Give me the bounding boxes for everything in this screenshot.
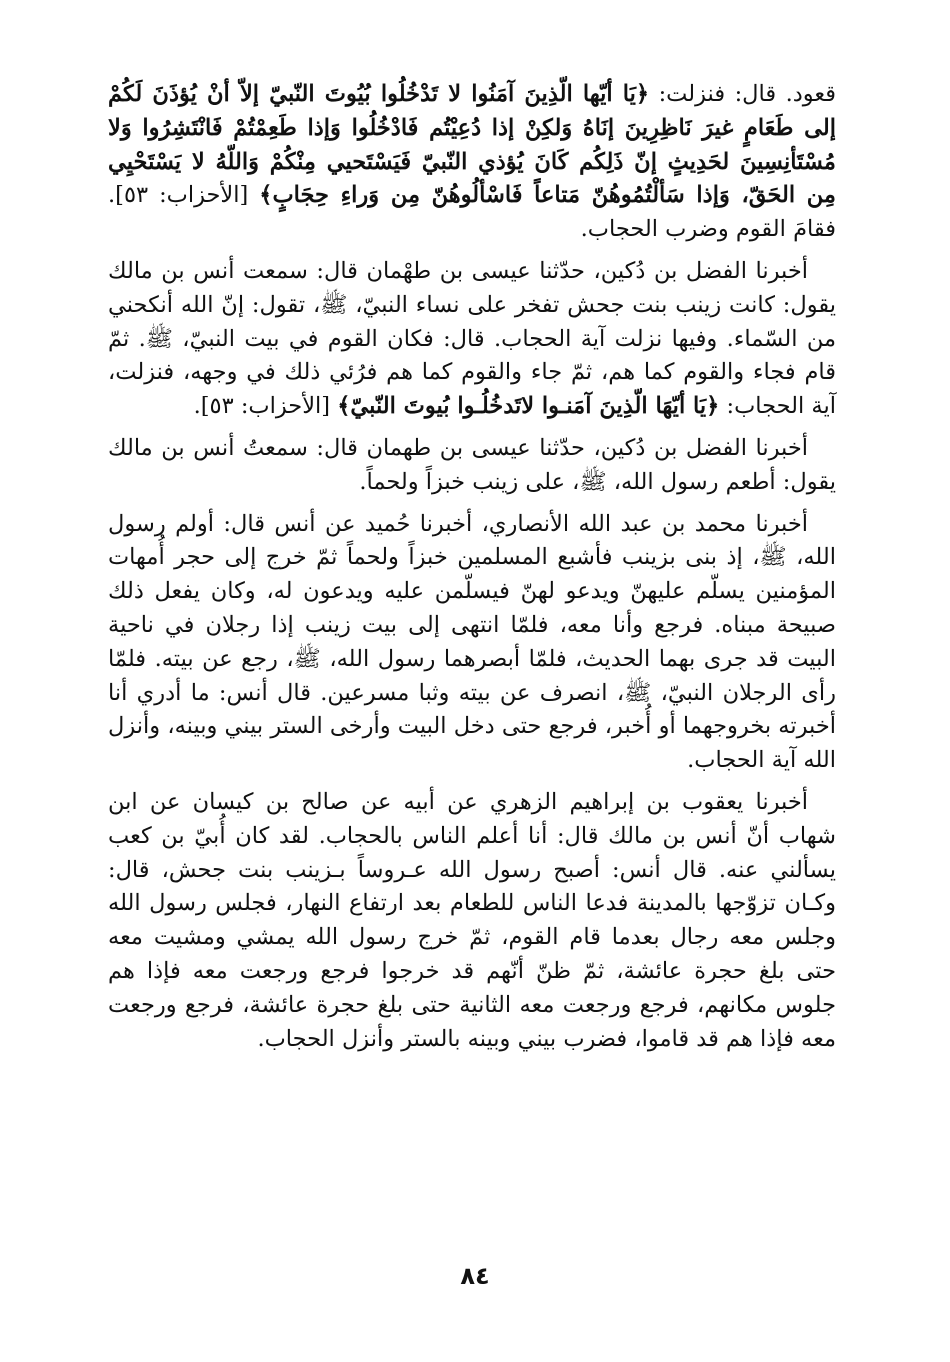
paragraph-1-after: [الأحزاب: ٥٣]. فقامَ القوم وضرب الحجاب. xyxy=(108,182,836,243)
paragraph-4-text: أخبرنا محمد بن عبد الله الأنصاري، أخبرنا حُميد عن أنس قال: أولم رسول الله، ﷺ، إذ بنى بزينب فأشبع المسلمين خبزاً ولحماً ثمّ خرج إلى حجر أُمهات المؤمنين يسلّم عليهنّ ويدعو لهنّ فيسلّمن عليه ويدعون له، وكان يفعل ذلك صبيحة مبناه. فرجع وأنا معه، فلمّا انتهى إلى بيت زينب إذا رجلان في ناحية البيت قد جرى بهما الحديث، فلمّا أبصرهما رسول الله، ﷺ، رجع عن بيته. فلمّا رأى الرجلان النبيّ، ﷺ، انصرف عن بيته وثبا مسرعين. قال أنس: ما أدري أنا أخبرته بخروجهما أو أُخبر، فرجع حتى دخل البيت وأرخى الستر بيني وبينه، وأنزل الله آية الحجاب. xyxy=(108,510,836,774)
quran-verse-1: ﴿يَا أيّها الّذِينَ آمَنُوا لا تَدْخُلُوا بُيُوتَ النّبيّ إلاّ أنْ يُؤذَنَ لَكُمْ إلى طَعَامٍ غيرَ نَاظِرِينَ إنَاهُ وَلكِنْ إذا دُعِيْتُم فَادْخُلُوا وَإذا طَعِمْتُمْ فَانْتَشِرُوا وَلا مُسْتَأنِسِينَ لحَدِيثٍ إنّ ذَلِكُم كَانَ يُؤذي النّبيّ فَيَسْتَحيي مِنْكُمْ وَاللّهُ لا يَسْتَحْيِي مِن الحَقّ، وَإذا سَألْتُمُوهُنّ مَتاعاً فَاسْألُوهُنّ مِن وَراءِ حِجَابٍ﴾ xyxy=(108,81,836,209)
paragraph-5 xyxy=(108,786,836,1056)
paragraph-1-text: قعود. قال: فنزلت: xyxy=(649,81,836,107)
paragraph-2-text: أخبرنا الفضل بن دُكين، حدّثنا عيسى بن طهْمان قال: سمعت أنس بن مالك يقول: كانت زينب بنت جحش تفخر على نساء النبيّ، ﷺ، تقول: إنّ الله أنكحني من السّماء. وفيها نزلت آية الحجاب. قال: فكان القوم في بيت النبيّ، ﷺ. ثمّ قام فجاء والقوم كما هم، ثمّ جاء والقوم كما هم فرُئي ذلك في وجهه، فنزلت، آية الحجاب: xyxy=(108,257,836,420)
paragraph-4 xyxy=(108,508,836,778)
quran-verse-2: ﴿يَا أيّهَا الّذِينَ آمَنـوا لاتَدخُلُـوا بُيوتَ النّبيّ﴾ xyxy=(337,393,720,420)
page-number: ٨٤ xyxy=(460,1262,490,1290)
paragraph-3 xyxy=(108,432,836,500)
paragraph-3-text: أخبرنا الفضل بن دُكين، حدّثنا عيسى بن طهمان قال: سمعتُ أنس بن مالك يقول: أطعم رسول الله، ﷺ، على زينب خبزاً ولحماً. xyxy=(108,434,836,495)
paragraph-2 xyxy=(108,255,836,424)
paragraph-2-after: [الأحزاب: ٥٣]. xyxy=(193,393,338,420)
paragraph-1 xyxy=(108,78,836,247)
paragraph-5-text: أخبرنا يعقوب بن إبراهيم الزهري عن أبيه عن صالح بن كيسان عن ابن شهاب أنّ أنس بن مالك قال: أنا أعلم الناس بالحجاب. لقد كان أُبيّ بن كعب يسألني عنه. قال أنس: أصبح رسول الله عـروساً بـزينب بنت جحش، قال: وكـان تزوّجها بالمدينة فدعا الناس للطعام بعد ارتفاع النهار، فجلس رسول الله وجلس معه رجال بعدما قام القوم، ثمّ خرج رسول الله يمشي ومشيت معه حتى بلغ حجرة عائشة، ثمّ ظنّ أنّهم قد خرجوا فرجع ورجعت معه فإذا هم جلوس مكانهم، فرجع ورجعت معه الثانية حتى بلغ حجرة عائشة، فرجع ورجعت معه فإذا هم قد قاموا، فضرب بيني وبينه بالستر وأنزل الحجاب. xyxy=(108,788,836,1052)
page-body xyxy=(108,78,836,1056)
